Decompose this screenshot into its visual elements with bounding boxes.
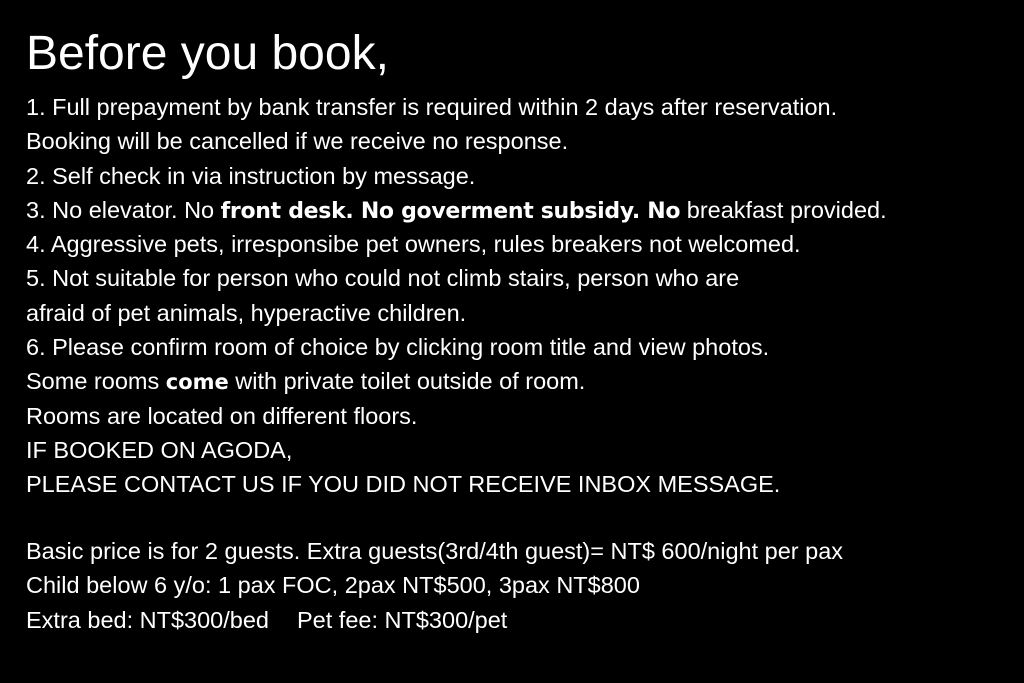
pricing-info [26,534,843,637]
rule-1-line-1: 1. Full prepayment by bank transfer is required within 2 days after reservation. [26,94,838,120]
pet-fee: Pet fee: NT$300/pet [297,606,508,633]
booking-rules [26,90,887,502]
agoda-notice-line-2: PLEASE CONTACT US IF YOU DID NOT RECEIVE INBOX MESSAGE. [26,471,781,498]
rule-3-text-2: breakfast provided. [680,196,887,223]
child-price: Child below 6 y/o: 1 pax FOC, 2pax NT$500, 3pax NT$800 [26,572,640,599]
rule-4: 4. Aggressive pets, irresponsibe pet owners, rules breakers not welcomed. [26,231,801,258]
rule-6-line-2 [26,364,887,398]
rule-1-line-2: Booking will be cancelled if we receive no response. [26,128,569,155]
page-title: Before you book, [26,27,389,80]
rule-6-line-3: Rooms are located on different floors. [26,402,418,429]
rule-6-line-1: 6. Please confirm room of choice by clicking room title and view photos. [26,334,770,361]
fees-line [26,603,843,637]
rule-5-line-2: afraid of pet animals, hyperactive children. [26,299,467,326]
rule-6-text-1: Some rooms [26,368,166,395]
rule-5-line-1: 5. Not suitable for person who could not climb stairs, person who are [26,265,740,292]
rule-3-bold-text: front desk. No goverment subsidy. No [220,198,681,224]
rule-3-text-1: 3. No elevator. No [26,196,221,223]
rule-6-text-2: with private toilet outside of room. [228,368,586,395]
rule-6-bold-text: come [165,370,229,395]
agoda-notice-line-1: IF BOOKED ON AGODA, [26,436,293,463]
extra-bed-fee: Extra bed: NT$300/bed [26,606,269,633]
rule-2: 2. Self check in via instruction by message. [26,162,476,189]
rule-3 [26,193,887,227]
basic-price: Basic price is for 2 guests. Extra guests(3rd/4th guest)= NT$ 600/night per pax [26,538,844,564]
